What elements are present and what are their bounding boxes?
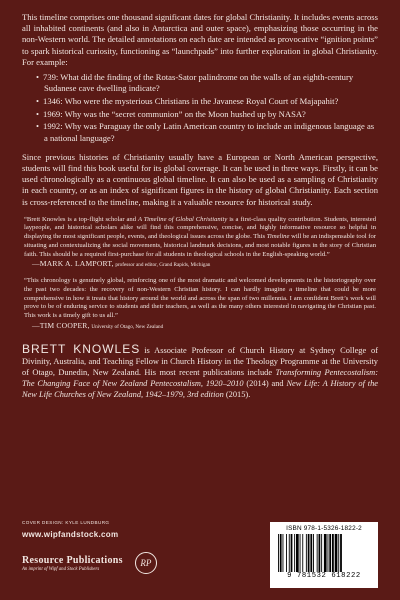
endorsement-attribution [32,321,376,332]
endorsement-cooper [22,277,378,332]
list-item: • 1346: Who were the mysterious Christians in the Javanese Royal Court of Majapahit? [36,96,378,107]
endorser-affiliation: professor and editor, Grand Rapids, Michigan [115,262,211,269]
endorser-affiliation: University of Otago, New Zealand [91,323,164,330]
publisher-name: Resource Publications [22,554,123,566]
publication-title: Transforming Pentecostalism: The Changing Face of New Zealand Pentecostalism, 1920–2010 [22,367,378,388]
endorser-name: —MARK A. LAMPORT, [32,259,114,269]
isbn-label: ISBN 978-1-5326-1822-2 [286,525,362,532]
isbn-barcode [270,522,378,588]
publisher-imprint: An imprint of Wipf and Stock Publishers [22,566,100,572]
endorser-name: —TIM COOPER, [32,320,90,330]
endorsement-text: “This chronology is genuinely global, reinforcing one of the most dramatic and welcomed developments in the historiography over the past two decades: the recovery of non-Western Christian history. I can hardly imagine a timeline that could be more comprehensive in how it treats that history around the world and across the span of two millennia. I am confident Brett’s work will prove to be of enduring service to students and their teachers, as well as the many others interested in navigating the Christian past. This work is a timely gift to us all.” [24,277,376,320]
book-title: A Timeline of Global Christianity [137,215,228,223]
author-bio: BRETT KNOWLES is Associate Professor of Church History at Sydney College of Divinity, Australia, and Teaching Fellow in Church History in the Theology Programme at the University of Otago, Dunedin, New Zealand. His most recent publications include Transforming Pentecostalism: The Changing Face of New Zealand Pentecostalism, 1920–2010 (2014) and New Life: A History of the New Life Churches of New Zealand, 1942–1979, 3rd edition (2015). [22,341,378,399]
publication-title: New Life: A History of the New Life Churches of New Zealand, 1942–1979, 3rd edition [22,378,378,399]
publisher-logo-icon: RP [135,552,157,574]
isbn-digits: 9 781532 618222 [287,572,361,580]
barcode-icon [277,534,371,572]
book-title-short: Timeline [266,233,290,241]
usage-paragraph: Since previous histories of Christianity usually have a European or North American perspective, students will find this book useful for its global coverage. It can be used in three ways. Firstly, it can be used chronologically as a continuous global timeline. It can also be used as a sampling of Christianity in each country, or as an index of significant figures in the history of global Christianity. Each section is cross-referenced to the timeline, making it a valuable resource for historical study. [22,151,378,207]
author-name: BRETT KNOWLES [22,341,141,356]
list-item: • 1992: Why was Paraguay the only Latin American country to include an indigenous language as a national language? [36,121,378,143]
intro-paragraph: This timeline comprises one thousand significant dates for global Christianity. It includes events across all inhabited continents (and also in Antarctica and outer space), emphasizing those occurring in the non-Western world. The detailed annotations on each date are intended as provocative “ignition points” to spark historical curiosity, functioning as “launchpads” into further exploration in global Christianity. For example: [22,12,378,67]
publisher-block [22,552,157,574]
endorsement-text: “Brett Knowles is a top-flight scholar and A Timeline of Global Christianity is a first-class quality contribution. Students, interested laypeople, and historical scholars alike will find this comprehensive, concise, and highly informative resource so helpful in displaying the most significant people, events, and theological issues across the globe. This Timeline will be an indispensable tool for situating and contextualizing the social movements, historical landmark decisions, and most notable figures in the story of Christian faith. This should be a required first-purchase for all students in theological schools in the English-speaking world.” [24,215,377,258]
cover-design-credit: COVER DESIGN: KYLE LUNDBURG [22,520,110,525]
publisher-website: www.wipfandstock.com [22,530,119,539]
list-item: • 739: What did the finding of the Rotas-Sator palindrome on the walls of an eighth-century Sudanese cave dwelling indicate? [36,72,378,94]
endorsement-attribution [32,259,376,270]
list-item: • 1969: Why was the “secret communion” on the Moon hushed up by NASA? [36,109,378,120]
cover-footer [22,514,378,592]
example-list [36,72,378,144]
endorsement-lamport [22,216,378,271]
